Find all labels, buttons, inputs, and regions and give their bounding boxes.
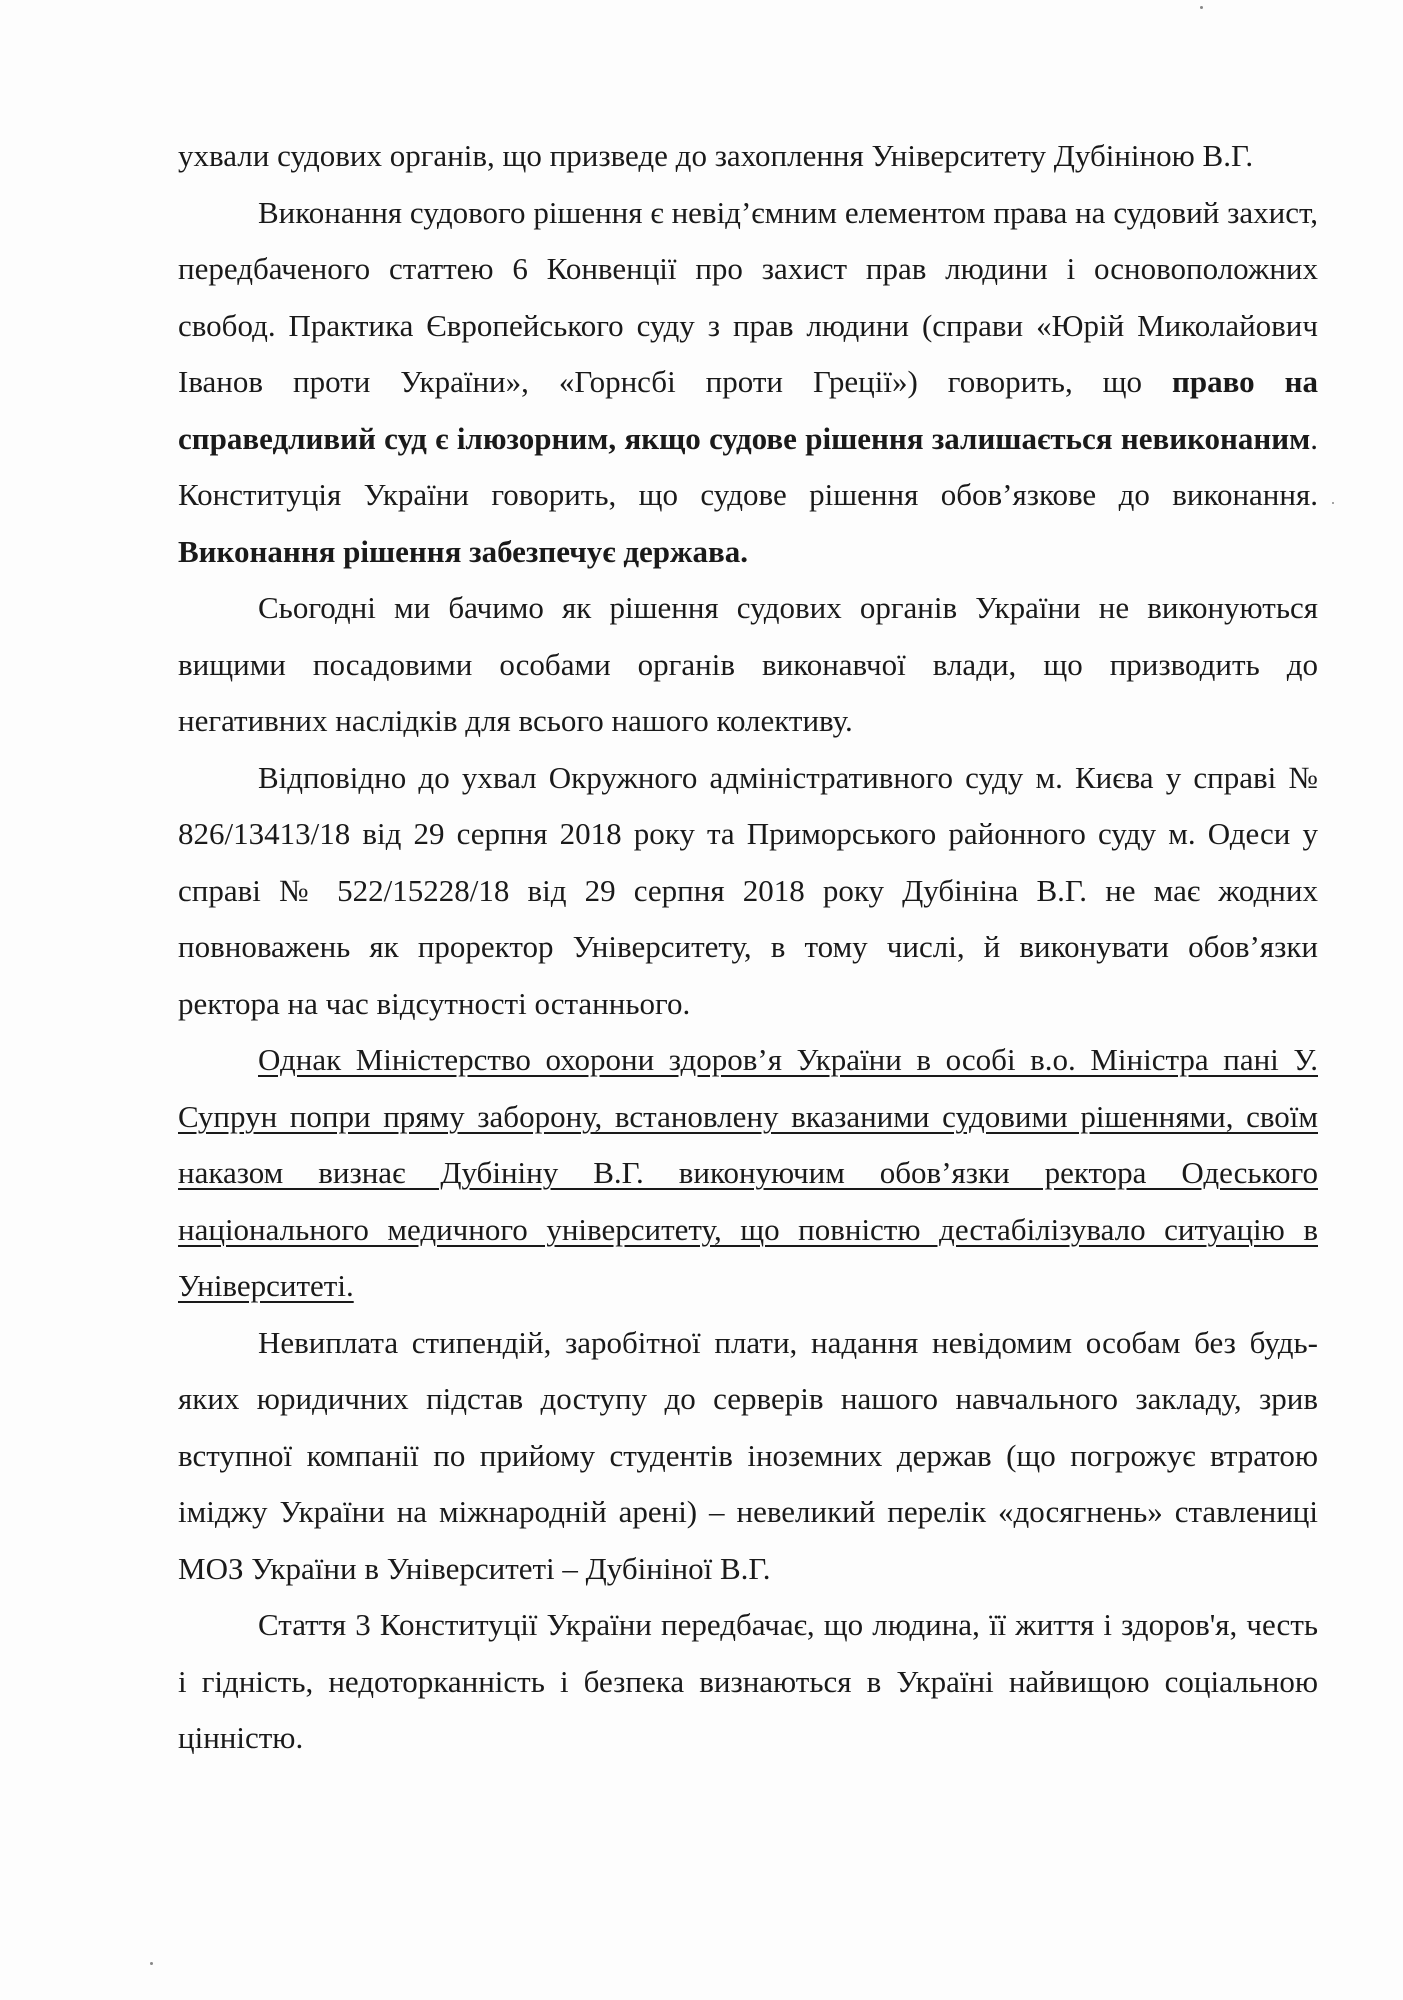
paragraph-text: Виконання судового рішення є невід’ємним елементом права на судовий захист, передбаченого статтею 6 Конвенції про захист прав людини і основоположних свобод. Практика Європейського суду з прав людини (справи «Юрій Миколайович Іванов проти України», «Горнсбі проти Греції») говорить, що [178,194,1318,399]
paragraph-court-decision-execution [178,185,1318,581]
scan-speck [150,1962,153,1965]
paragraph-consequences: Невиплата стипендій, заробітної плати, надання невідомим особам без будь-яких юридичних підстав доступу до серверів нашого навчального закладу, зрив вступної компанії по прийому студентів іноземних держав (що погрожує втратою іміджу України на міжнародній арені) – невеликий перелік «досягнень» ставлениці МОЗ України в Університеті – Дубініної В.Г. [178,1324,1318,1586]
paragraph-continuation: ухвали судових органів, що призведе до захоплення Університету Дубініною В.Г. [178,138,1254,173]
paragraph-underlined-ministry [178,1032,1318,1315]
paragraph-not-executed: Сьогодні ми бачимо як рішення судових органів України не виконуються вищими посадовими особами органів виконавчої влади, що призводить до негативних наслідків для всього нашого колективу. [178,590,1318,738]
bold-phrase-fair-trial: право на справедливий суд є ілюзорним, якщо судове рішення залишається невиконаним [178,364,1319,456]
paragraph-court-rulings: Відповідно до ухвал Окружного адміністративного суду м. Києва у справі № 826/13413/18 від 29 серпня 2018 року та Приморського районного суду м. Одеси у справі № 522/15228/18 від 29 серпня 2018 року Дубініна В.Г. не має жодних повноважень як проректор Університету, в тому числі, й виконувати обов’язки ректора на час відсутності останнього. [178,759,1318,1021]
scan-speck [1200,6,1203,9]
paragraph-text: . Конституція України говорить, що судове рішення обов’язкове до виконання. [178,420,1318,512]
underlined-text: Однак Міністерство охорони здоров’я України в особі в.о. Міністра пані У. Супрун попри пряму заборону, встановлену вказаними судовими рішеннями, своїм наказом визнає Дубініну В.Г. виконуючим обов’язки ректора Одеського національного медичного університету, що повністю дестабілізувало ситуацію в Університеті. [178,1042,1318,1303]
scan-speck [1332,502,1334,504]
paragraph-constitution-article-3: Стаття 3 Конституції України передбачає, що людина, її життя і здоров'я, честь і гідність, недоторканність і безпека визнаються в Україні найвищою соціальною цінністю. [178,1607,1318,1755]
document-body [178,128,1318,1767]
bold-phrase-state-ensures: Виконання рішення забезпечує держава. [178,533,749,569]
